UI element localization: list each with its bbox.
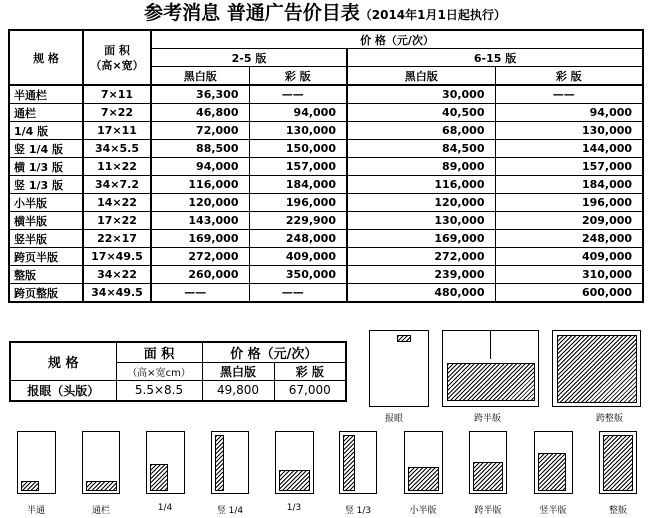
table-row xyxy=(9,266,643,284)
cell-area: 11×22 xyxy=(83,158,151,176)
cell-area: 34×49.5 xyxy=(83,284,151,303)
cell-b-bw: 120,000 xyxy=(347,194,495,212)
cell-a-bw: 88,500 xyxy=(151,140,249,158)
label-heng-ban: 跨半版 xyxy=(474,506,502,516)
cell-area: 17×22 xyxy=(83,212,151,230)
subtitle-text: （2014年1月1日起执行） xyxy=(359,8,506,22)
header-group-b: 6-15 版 xyxy=(347,49,643,67)
small-header-area-unit: （高×宽cm） xyxy=(116,363,202,381)
table-row xyxy=(9,212,643,230)
cell-spec: 通栏 xyxy=(9,104,83,122)
table-row xyxy=(9,122,643,140)
cell-a-bw: 36,300 xyxy=(151,85,249,104)
small-header-spec: 规 格 xyxy=(10,342,116,381)
diagram-shu-third-area xyxy=(343,435,355,491)
diagram-tong-lan xyxy=(82,431,120,494)
cell-b-color: 130,000 xyxy=(495,122,643,140)
cell-b-bw: 89,000 xyxy=(347,158,495,176)
cell-b-bw: 116,000 xyxy=(347,176,495,194)
cell-area: 34×5.5 xyxy=(83,140,151,158)
cell-a-color: —— xyxy=(249,85,347,104)
title-text: 参考消息 普通广告价目表 xyxy=(144,2,360,24)
cell-a-bw: 72,000 xyxy=(151,122,249,140)
cell-a-bw: —— xyxy=(151,284,249,303)
table-row xyxy=(9,176,643,194)
cell-a-bw: 94,000 xyxy=(151,158,249,176)
diagram-kua-zheng-area xyxy=(557,335,637,403)
diagram-heng-ban-area xyxy=(473,462,503,491)
diagram-shu-ban-area xyxy=(538,453,566,491)
header-group-a: 2-5 版 xyxy=(151,49,347,67)
cell-a-bw: 169,000 xyxy=(151,230,249,248)
cell-a-bw: 272,000 xyxy=(151,248,249,266)
diagram-third xyxy=(275,431,314,494)
cell-b-bw: 68,000 xyxy=(347,122,495,140)
cell-a-color: 150,000 xyxy=(249,140,347,158)
label-zheng-ban: 整版 xyxy=(608,506,627,516)
label-third: 1/3 xyxy=(286,503,302,513)
cell-b-bw: 169,000 xyxy=(347,230,495,248)
cell-spec: 半通栏 xyxy=(9,85,83,104)
cell-a-bw: 260,000 xyxy=(151,266,249,284)
cell-b-bw: 40,500 xyxy=(347,104,495,122)
header-area-unit: （高×宽） xyxy=(90,58,144,72)
small-header-color: 彩 版 xyxy=(274,363,346,381)
cell-area: 7×22 xyxy=(83,104,151,122)
label-top-kua-ban: 跨半版 xyxy=(473,414,501,424)
small-cell-area: 5.5×8.5 xyxy=(116,381,202,401)
cell-spec: 小半版 xyxy=(9,194,83,212)
diagram-tong-lan-area xyxy=(86,481,117,491)
cell-spec: 跨页整版 xyxy=(9,284,83,303)
label-top-kua-zheng: 跨整版 xyxy=(595,414,623,424)
label-ban-tong: 半通 xyxy=(26,506,45,516)
cell-a-color: 94,000 xyxy=(249,104,347,122)
table-row xyxy=(9,230,643,248)
cell-b-color: 184,000 xyxy=(495,176,643,194)
small-cell-bw: 49,800 xyxy=(202,381,274,401)
cell-area: 14×22 xyxy=(83,194,151,212)
cell-b-bw: 272,000 xyxy=(347,248,495,266)
label-tong-lan: 通栏 xyxy=(91,506,110,516)
diagram-shu-quarter xyxy=(211,431,249,494)
diagram-xiao-ban xyxy=(404,431,443,494)
header-area-label: 面 积 xyxy=(104,43,130,57)
header-b-bw: 黑白版 xyxy=(347,67,495,86)
diagram-shu-ban xyxy=(534,431,573,494)
price-table xyxy=(8,29,644,303)
diagram-heng-ban xyxy=(469,431,507,494)
small-cell-color: 67,000 xyxy=(274,381,346,401)
header-a-color: 彩 版 xyxy=(249,67,347,86)
cell-spec: 跨页半版 xyxy=(9,248,83,266)
cell-b-bw: 30,000 xyxy=(347,85,495,104)
cell-area: 7×11 xyxy=(83,85,151,104)
cell-a-bw: 120,000 xyxy=(151,194,249,212)
cell-a-bw: 46,800 xyxy=(151,104,249,122)
cell-spec: 竖 1/4 版 xyxy=(9,140,83,158)
label-top-baoyan: 报眼 xyxy=(384,414,403,424)
diagram-kua-ban xyxy=(442,330,539,407)
baoyan-table xyxy=(9,341,347,402)
cell-a-color: 409,000 xyxy=(249,248,347,266)
table-row xyxy=(9,104,643,122)
header-b-color: 彩 版 xyxy=(495,67,643,86)
label-shu-third: 竖 1/3 xyxy=(344,506,372,516)
cell-b-bw: 480,000 xyxy=(347,284,495,303)
diagram-baoyan xyxy=(369,330,429,407)
cell-b-color: 600,000 xyxy=(495,284,643,303)
cell-b-bw: 239,000 xyxy=(347,266,495,284)
cell-b-bw: 130,000 xyxy=(347,212,495,230)
table-row xyxy=(9,194,643,212)
cell-a-color: —— xyxy=(249,284,347,303)
small-header-price: 价 格（元/次） xyxy=(202,342,346,363)
label-quarter: 1/4 xyxy=(157,503,173,513)
diagram-quarter xyxy=(146,431,185,494)
cell-area: 17×49.5 xyxy=(83,248,151,266)
table-row xyxy=(9,85,643,104)
cell-b-color: —— xyxy=(495,85,643,104)
header-a-bw: 黑白版 xyxy=(151,67,249,86)
cell-spec: 横 1/3 版 xyxy=(9,158,83,176)
diagram-kua-ban-fold xyxy=(490,331,491,359)
cell-a-color: 157,000 xyxy=(249,158,347,176)
diagram-third-area xyxy=(279,470,310,491)
small-header-bw: 黑白版 xyxy=(202,363,274,381)
label-shu-ban: 竖半版 xyxy=(539,506,567,516)
diagram-baoyan-area xyxy=(397,335,411,342)
cell-spec: 1/4 版 xyxy=(9,122,83,140)
diagram-ban-tong-area xyxy=(21,481,39,491)
cell-area: 34×7.2 xyxy=(83,176,151,194)
cell-a-color: 350,000 xyxy=(249,266,347,284)
cell-b-color: 157,000 xyxy=(495,158,643,176)
cell-a-color: 196,000 xyxy=(249,194,347,212)
header-spec: 规 格 xyxy=(9,30,83,85)
cell-spec: 竖半版 xyxy=(9,230,83,248)
cell-b-color: 310,000 xyxy=(495,266,643,284)
table-row xyxy=(9,284,643,303)
diagram-quarter-area xyxy=(150,464,168,491)
cell-b-color: 94,000 xyxy=(495,104,643,122)
cell-area: 34×22 xyxy=(83,266,151,284)
table-row xyxy=(9,140,643,158)
cell-b-color: 209,000 xyxy=(495,212,643,230)
diagram-kua-zheng xyxy=(552,330,641,407)
header-area xyxy=(83,30,151,85)
cell-b-color: 144,000 xyxy=(495,140,643,158)
cell-b-color: 196,000 xyxy=(495,194,643,212)
cell-area: 17×11 xyxy=(83,122,151,140)
page-title xyxy=(0,2,650,26)
diagram-shu-quarter-area xyxy=(215,435,224,491)
cell-a-color: 184,000 xyxy=(249,176,347,194)
cell-area: 22×17 xyxy=(83,230,151,248)
cell-b-color: 248,000 xyxy=(495,230,643,248)
cell-spec: 竖 1/3 版 xyxy=(9,176,83,194)
label-xiao-ban: 小半版 xyxy=(409,506,437,516)
cell-a-color: 229,900 xyxy=(249,212,347,230)
label-shu-quarter: 竖 1/4 xyxy=(216,506,244,516)
cell-a-color: 130,000 xyxy=(249,122,347,140)
diagram-kua-ban-area xyxy=(447,363,535,401)
diagram-zheng-ban-area xyxy=(603,435,633,491)
small-cell-spec: 报眼（头版） xyxy=(10,381,116,401)
cell-spec: 横半版 xyxy=(9,212,83,230)
cell-a-bw: 143,000 xyxy=(151,212,249,230)
cell-spec: 整版 xyxy=(9,266,83,284)
diagram-zheng-ban xyxy=(599,431,637,494)
cell-a-bw: 116,000 xyxy=(151,176,249,194)
table-row xyxy=(9,158,643,176)
cell-b-color: 409,000 xyxy=(495,248,643,266)
small-header-area: 面 积 xyxy=(116,342,202,363)
diagram-shu-third xyxy=(339,431,377,494)
cell-b-bw: 84,500 xyxy=(347,140,495,158)
table-row xyxy=(9,248,643,266)
header-price: 价 格（元/次） xyxy=(151,30,643,49)
diagram-ban-tong xyxy=(17,431,56,494)
diagram-xiao-ban-area xyxy=(408,467,439,491)
cell-a-color: 248,000 xyxy=(249,230,347,248)
